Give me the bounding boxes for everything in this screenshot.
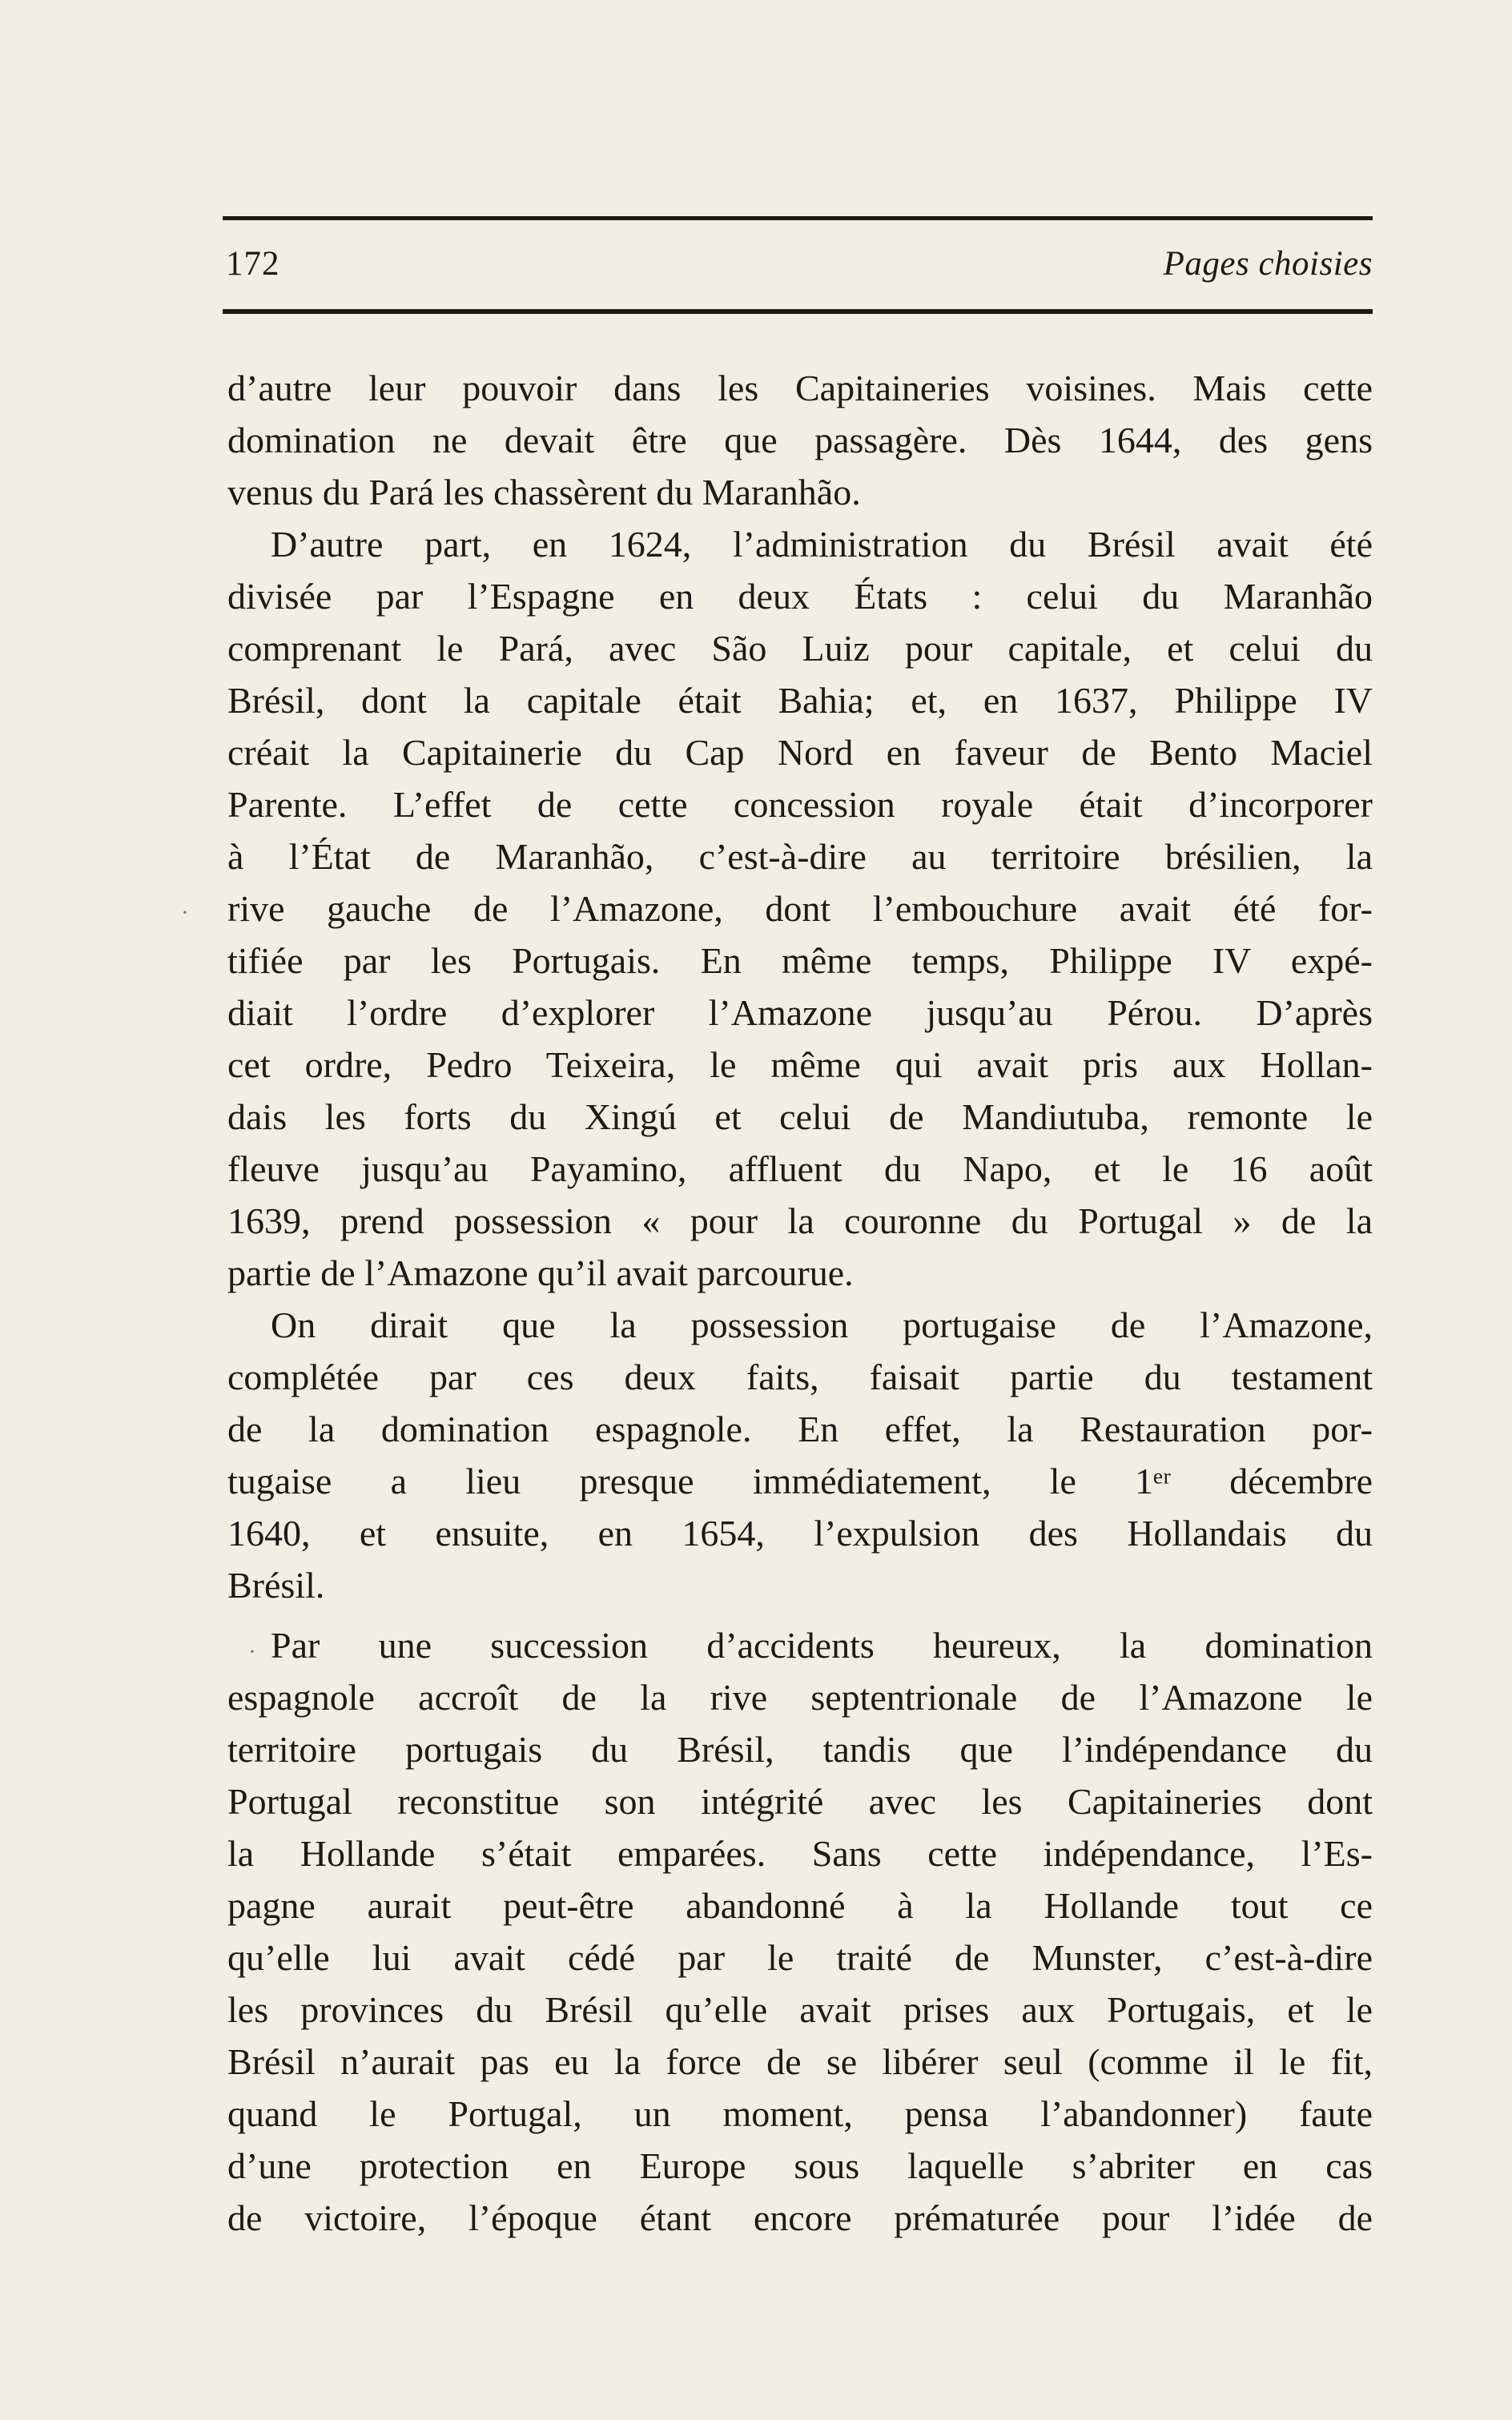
text-line: qu’elle lui avait cédé par le traité de Munster, c’est-à-dire <box>227 1937 1373 1978</box>
text-line: comprenant le Pará, avec São Luiz pour capitale, et celui du <box>227 628 1373 669</box>
margin-mark: · <box>248 1638 256 1665</box>
text-line: complétée par ces deux faits, faisait partie du testament <box>227 1357 1373 1397</box>
text-line: d’une protection en Europe sous laquelle s’abriter en cas <box>227 2145 1373 2186</box>
body-text <box>227 362 1373 2244</box>
text-line: à l’État de Maranhão, c’est-à-dire au territoire brésilien, la <box>227 836 1373 877</box>
paragraph-gap <box>227 1611 1373 1619</box>
text-line: Par une succession d’accidents heureux, la domination <box>271 1625 1373 1666</box>
text-line: espagnole accroît de la rive septentrionale de l’Amazone le <box>227 1677 1373 1718</box>
paragraph-1 <box>227 362 1373 518</box>
paragraph-4 <box>227 1619 1373 2244</box>
text-line: domination ne devait être que passagère. Dès 1644, des gens <box>227 420 1373 460</box>
text-line: territoire portugais du Brésil, tandis que l’indépendance du <box>227 1729 1373 1770</box>
text-line: les provinces du Brésil qu’elle avait prises aux Portugais, et le <box>227 1989 1373 2030</box>
text-line: 1639, prend possession « pour la couronne du Portugal » de la <box>227 1200 1373 1241</box>
text-line: divisée par l’Espagne en deux États : celui du Maranhão <box>227 576 1373 617</box>
text-line: cet ordre, Pedro Teixeira, le même qui avait pris aux Hollan- <box>227 1044 1373 1085</box>
text-line: Brésil n’aurait pas eu la force de se libérer seul (comme il le fit, <box>227 2041 1373 2082</box>
text-line: créait la Capitainerie du Cap Nord en faveur de Bento Maciel <box>227 732 1373 773</box>
text-line: Brésil. <box>227 1565 325 1606</box>
margin-mark: · <box>181 899 189 926</box>
text-line: diait l’ordre d’explorer l’Amazone jusqu’au Pérou. D’après <box>227 992 1373 1033</box>
header-top-rule <box>223 216 1373 220</box>
text-line: pagne aurait peut-être abandonné à la Hollande tout ce <box>227 1885 1373 1926</box>
text-line: quand le Portugal, un moment, pensa l’abandonner) faute <box>227 2093 1373 2134</box>
text-line: Brésil, dont la capitale était Bahia; et, en 1637, Philippe IV <box>227 680 1373 721</box>
text-line: la Hollande s’était emparées. Sans cette indépendance, l’Es- <box>227 1833 1373 1874</box>
text-line: de la domination espagnole. En effet, la Restauration por- <box>227 1409 1373 1449</box>
paragraph-2 <box>227 518 1373 1299</box>
text-line: fleuve jusqu’au Payamino, affluent du Napo, et le 16 août <box>227 1148 1373 1189</box>
text-line: rive gauche de l’Amazone, dont l’embouchure avait été for- <box>227 888 1373 929</box>
text-line: venus du Pará les chassèrent du Maranhão. <box>227 472 861 513</box>
text-line: Portugal reconstitue son intégrité avec les Capitaineries dont <box>227 1781 1373 1822</box>
text-line: 1640, et ensuite, en 1654, l’expulsion des Hollandais du <box>227 1513 1373 1554</box>
text-line: On dirait que la possession portugaise de l’Amazone, <box>271 1304 1373 1345</box>
page-number: 172 <box>226 245 280 283</box>
text-line: Parente. L’effet de cette concession royale était d’incorporer <box>227 784 1373 825</box>
text-line: dais les forts du Xingú et celui de Mandiutuba, remonte le <box>227 1096 1373 1137</box>
header-bottom-rule <box>223 309 1373 314</box>
text-line: tifiée par les Portugais. En même temps, Philippe IV expé- <box>227 940 1373 981</box>
text-line: d’autre leur pouvoir dans les Capitaineries voisines. Mais cette <box>227 368 1373 408</box>
running-head: Pages choisies <box>1163 245 1373 283</box>
text-line: tugaise a lieu presque immédiatement, le 1ᵉʳ décembre <box>227 1461 1373 1501</box>
text-line: de victoire, l’époque étant encore prématurée pour l’idée de <box>227 2197 1373 2238</box>
paragraph-3 <box>227 1299 1373 1611</box>
text-line: D’autre part, en 1624, l’administration du Brésil avait été <box>271 524 1373 565</box>
text-line: partie de l’Amazone qu’il avait parcourue. <box>227 1252 854 1293</box>
